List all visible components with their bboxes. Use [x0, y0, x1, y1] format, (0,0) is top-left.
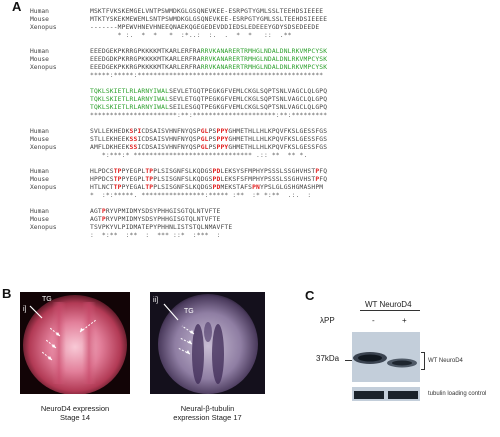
caption-stage-14-line2: Stage 14 [59, 413, 91, 422]
species-label [30, 72, 90, 80]
species-label: Human [30, 8, 49, 15]
sequence-text: EEEDGEKPKKRGPKKKKMTKARLERFRARRVKANARERTRMHGLNDALDNLRKVMPCYSK [90, 64, 328, 71]
species-label: Mouse [30, 136, 49, 143]
species-label: Xenopus [30, 144, 57, 151]
lane-minus-label: - [372, 316, 375, 325]
species-label: Mouse [30, 16, 49, 23]
species-label: Human [30, 128, 49, 135]
alignment-row [30, 224, 490, 232]
alignment-row [30, 8, 490, 16]
alignment-block [30, 208, 490, 240]
embryo-image-stage-17 [150, 292, 265, 394]
mw-marker-line [345, 360, 352, 361]
sequence-text: HTLNCTTPPYEGALTPPLSISGNFSLKQDGSPDMEKSTAFSPNYPSLGLGSHGMASHPM [90, 184, 324, 191]
alignment-row [30, 208, 490, 216]
alignment-row [30, 216, 490, 224]
caption-stage-17 [150, 404, 265, 422]
blot-title: WT NeuroD4 [365, 300, 412, 309]
species-label: Xenopus [30, 184, 57, 191]
species-label [30, 88, 90, 96]
alignment-block [30, 128, 490, 160]
conservation-line: * :. * * * :*..: :. . * * :: .** [117, 32, 292, 39]
alignment-row [30, 184, 490, 192]
conservation-line: * :*:*****. ****************:***** :** :* *:** .:. : [90, 192, 312, 199]
species-label [30, 232, 90, 240]
alignment-row [30, 56, 490, 64]
sequence-text: AGTPRYVPMIDMYSDSYPHHGISGTQLNTVFTE [90, 216, 221, 223]
tg-label-i: TG [42, 296, 52, 303]
species-label: Mouse [30, 56, 49, 63]
sequence-text: TQKLSKIETLRLARNYIWALSEVLETGQTPEGKGFVEMLCKGLSQPTSNLVAGCLQLGPQ [90, 88, 328, 95]
species-label: Xenopus [30, 64, 57, 71]
species-label [30, 32, 90, 40]
alignment-row [30, 152, 490, 160]
western-blot-loading [352, 387, 420, 401]
sequence-text: SVLLEKHEDKSPICDSAISVHNFNYQSPGLPSPPYGHMETHLLHLKPQVFKSLGESSFGS [90, 128, 328, 135]
alignment-block [30, 48, 490, 80]
species-label: Mouse [30, 216, 49, 223]
alignment-row [30, 168, 490, 176]
alignment-row [30, 144, 490, 152]
alignment-row [30, 24, 490, 32]
sequence-text: TQKLSKIETLRLARNYIWALSEILESGQTPEGKGFVEMLCKGLSQPTSNLVAGCLQLGPQ [90, 104, 328, 111]
sequence-text: TQKLSKIETLRLARNYIWALSEVLETGQTPEGKGFVEMLCKGLSQPTSNLVAGCLQLGPQ [90, 96, 328, 103]
sequence-text: AMFLDKHEEKSSICDSAISVHNFNYQSPGLPSPPYGHMETHLLHLKPQVFKSLGESSFGS [90, 144, 328, 151]
alignment-block [30, 168, 490, 200]
alignment-row [30, 128, 490, 136]
sequence-text: HPPDCSTPPYEGPLTPPLSISGNFSLKQDGSPDLEKSFSFMPHYPSSSLSSGHVHSTPFQ [90, 176, 328, 183]
caption-stage-17-line1: Neural-β-tubulin [180, 404, 235, 413]
blot-band-bracket [421, 352, 425, 370]
embryo-i-label: i] [23, 306, 27, 313]
species-label: Xenopus [30, 24, 57, 31]
alignment-row [30, 104, 490, 112]
species-label [30, 96, 90, 104]
sequence-text: MTKTYSKEKMEWEMLSNTPSWMDKGLGSQNEVKEE-ESRPGTYGMLSSLTEEHDSIEEEE [90, 16, 328, 23]
conservation-line: : *:** :** : *** ::* :*** : [90, 232, 221, 239]
panel-a-letter: A [12, 0, 22, 14]
species-label [30, 152, 90, 160]
sequence-text: MSKTFVKSKEMGELVNTPSWMDKGLGSQNEVKEE-ESRPGTYGMLSSLTEEHDSIEEEE [90, 8, 324, 15]
embryo-ii-label: ii] [153, 297, 159, 304]
sequence-text: TSVPKYVLPIDMATEPYPHHNLISTSTQLNMAVFTE [90, 224, 233, 231]
sequence-alignment [30, 8, 490, 248]
panel-c-letter: C [305, 288, 315, 303]
loading-control-label: tubulin loading control [428, 391, 487, 397]
alignment-row [30, 88, 490, 96]
embryo-image-stage-14 [20, 292, 130, 394]
sequence-text: HLPDCSTPPYEGPLTPPLSISGNFSLKQDGSPDLEKSYSFMPHYPSSSLSSGHVHSTPFQ [90, 168, 328, 175]
embryo-pink-illustration [20, 292, 130, 394]
caption-stage-17-line2: expression Stage 17 [173, 413, 242, 422]
loading-bands [352, 388, 420, 401]
sequence-text: EEEDGDKPKRRGPKKKKMTKARLERFRARRVKANARERTRMHGLNDALDNLRKVMPCYSK [90, 56, 328, 63]
alignment-row [30, 64, 490, 72]
blot-bands [352, 332, 420, 382]
lambda-pp-label: λPP [320, 316, 335, 325]
lane-plus-label: + [402, 316, 407, 325]
sequence-text: -------MPEWVHNEVHNEEQNAEKQGEGEDEVDDIEDSLEDEEEYGDYSDSEDEEDE [90, 24, 320, 31]
alignment-block [30, 8, 490, 40]
conservation-line: *****:*****:*********************************************** [90, 72, 324, 79]
caption-stage-14 [30, 404, 120, 422]
species-label [30, 104, 90, 112]
alignment-row [30, 192, 490, 200]
species-label: Human [30, 48, 49, 55]
conservation-line: **********************:**:*********************:**:********* [90, 112, 328, 119]
blot-band-label: WT NeuroD4 [428, 358, 463, 364]
alignment-row [30, 112, 490, 120]
alignment-row [30, 32, 490, 40]
mw-marker-label: 37kDa [316, 354, 340, 363]
alignment-row [30, 176, 490, 184]
alignment-row [30, 16, 490, 24]
tg-label-ii: TG [184, 308, 194, 315]
species-label: Mouse [30, 176, 49, 183]
caption-stage-14-line1: NeuroD4 expression [40, 404, 110, 413]
species-label [30, 192, 90, 200]
sequence-text: STLLEKHEEKSSICDSAISVHNFNYQSPGLPSPPYGHMETHLLHLKPQVFKSLGESSFGS [90, 136, 328, 143]
alignment-row [30, 96, 490, 104]
alignment-row [30, 232, 490, 240]
alignment-row [30, 136, 490, 144]
blot-title-underline [360, 310, 420, 311]
western-blot-main [352, 332, 420, 382]
species-label: Human [30, 208, 49, 215]
sequence-text: AGTPRYVPMIDMYSDSYPHHGISGTQLNTVFTE [90, 208, 221, 215]
species-label: Human [30, 168, 49, 175]
sequence-text: EEEDGEKPKRRGPKKKKMTKARLERFRARRVKANARERTRMHGLNDALDNLRKVMPCYSK [90, 48, 328, 55]
conservation-line: *:***:* ****************************** .:: ** ** *. [101, 152, 308, 159]
alignment-row [30, 48, 490, 56]
panel-b-letter: B [2, 286, 12, 301]
embryo-purple-illustration [150, 292, 265, 394]
alignment-block [30, 88, 490, 120]
species-label [30, 112, 90, 120]
alignment-row [30, 72, 490, 80]
species-label: Xenopus [30, 224, 57, 231]
